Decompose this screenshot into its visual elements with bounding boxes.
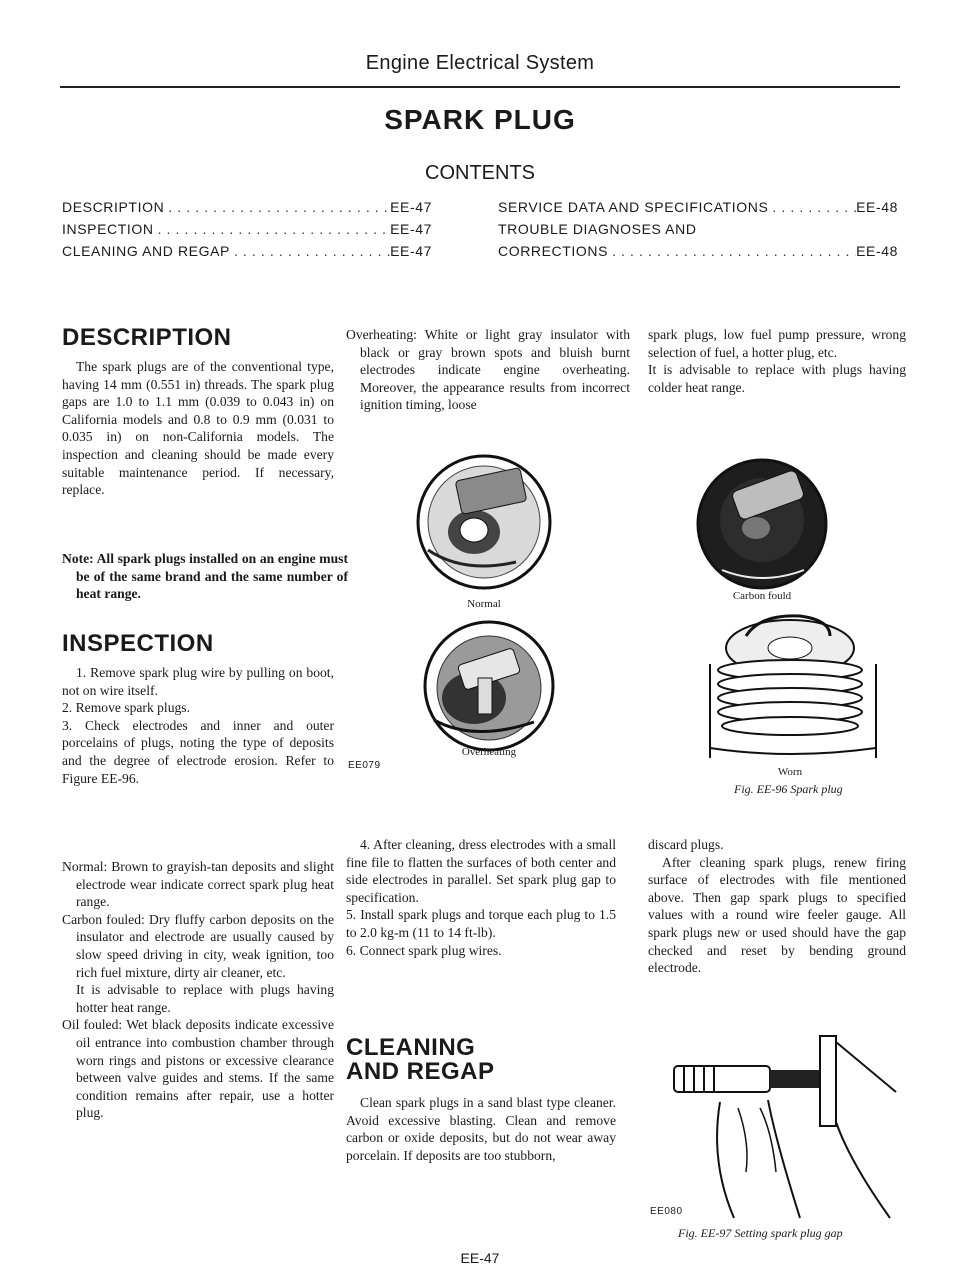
toc-entry[interactable]: CLEANING AND REGAP . . . EE-47 xyxy=(62,240,432,262)
label-normal: Normal xyxy=(467,598,501,610)
page-number: EE-47 xyxy=(460,1250,500,1266)
toc-entry[interactable]: CORRECTIONS . . . EE-48 xyxy=(498,240,898,262)
toc-entry[interactable]: SERVICE DATA AND SPECIFICATIONS . . . EE-48 xyxy=(498,196,898,218)
figure-97-caption: Fig. EE-97 Setting spark plug gap xyxy=(678,1226,843,1240)
toc-entry: TROUBLE DIAGNOSES AND xyxy=(498,221,697,237)
label-carbon-fouled: Carbon fould xyxy=(732,590,792,602)
description-note: Note: All spark plugs installed on an engine must be of the same brand and the same number of heat range. xyxy=(62,551,348,602)
header-rule xyxy=(60,86,900,88)
toc-entry[interactable]: INSPECTION . . . EE-47 xyxy=(62,218,432,240)
label-worn: Worn xyxy=(777,766,803,778)
carbon-fouled-plug-image xyxy=(682,454,842,594)
overheating-plug-image xyxy=(404,616,574,756)
cleaning-body: Clean spark plugs in a sand blast type cleaner. Avoid excessive blasting. Clean and remove carbon or oxide deposits, but do not wear away porcelain. If deposits are too stubborn, xyxy=(346,1095,616,1163)
cleaning-heading: CLEANING AND REGAP xyxy=(346,1034,495,1085)
label-overheating: Overheating xyxy=(461,746,517,758)
worn-plug-image xyxy=(690,608,900,764)
gap-setting-image xyxy=(650,1022,906,1222)
toc-entry[interactable]: DESCRIPTION . . . EE-47 xyxy=(62,196,432,218)
figure-code: EE079 xyxy=(348,760,381,771)
inspection-heading: INSPECTION xyxy=(62,630,214,657)
toc-right xyxy=(498,196,898,262)
description-body: The spark plugs are of the conventional type, having 14 mm (0.551 in) threads. The spark plug gaps are 1.0 to 1.1 mm (0.039 to 0.043 in) on California models and 0.8 to 0.9 mm (0.031 to 0.035 in) on non-California models. The inspection and cleaning should be made every suitable maintenance period. If necessary, replace. xyxy=(62,359,334,498)
toc-left xyxy=(62,196,432,262)
normal-plug-image xyxy=(404,452,564,592)
page-title: SPARK PLUG xyxy=(384,104,576,135)
cleaning-continued: discard plugs. After cleaning spark plugs, renew firing surface of electrodes with file mentioned above. Then gap spark plugs to specified values with a round wire feeler gauge. All spark plugs new or used should have the gap checked and reset by bending ground electrode. xyxy=(648,837,906,976)
contents-label: CONTENTS xyxy=(425,162,535,184)
description-heading: DESCRIPTION xyxy=(62,324,232,351)
overheating-text: Overheating: White or light gray insulator with black or gray brown spots and bluish burnt electrodes indicate engine overheating. Moreover, the appearance results from incorrect ignition timing, loose xyxy=(346,327,630,413)
section-header: Engine Electrical System xyxy=(365,52,595,74)
inspection-steps-continued: 4. After cleaning, dress electrodes with a small fine file to flatten the surfaces of both center and side electrodes in parallel. Set spark plug gap to specification. 5. Install spark plugs and torque each plug to 1.5 to 2.0 kg-m (11 to 14 ft-lb). 6. Connect spark plug wires. xyxy=(346,837,616,958)
inspection-continued: spark plugs, low fuel pump pressure, wrong selection of fuel, a hotter plug, etc. It is advisable to replace with plugs having colder heat range. xyxy=(648,327,906,395)
inspection-conditions: Normal: Brown to grayish-tan deposits and slight electrode wear indicate correct spark plug heat range. Carbon fouled: Dry fluffy carbon deposits on the insulator and electrode are usually caused by slow speed driving in city, weak ignition, too rich fuel mixture, dirty air cleaner, etc. It is advisable to replace with plugs having hotter heat range. Oil fouled: Wet black deposits indicate excessive oil entrance into combustion chamber through worn rings and pistons or excessive clearance between valve guides and stems. If the same condition remains after repair, use a hotter plug. xyxy=(62,859,334,1121)
inspection-steps: 1. Remove spark plug wire by pulling on boot, not on wire itself. 2. Remove spark plugs. 3. Check electrodes and inner and outer porcelains of plugs, noting the type of deposits and the degree of electrode erosion. Refer to Figure EE-96. xyxy=(62,665,334,786)
figure-96-caption: Fig. EE-96 Spark plug xyxy=(734,782,843,796)
figure-97-code: EE080 xyxy=(650,1206,683,1217)
